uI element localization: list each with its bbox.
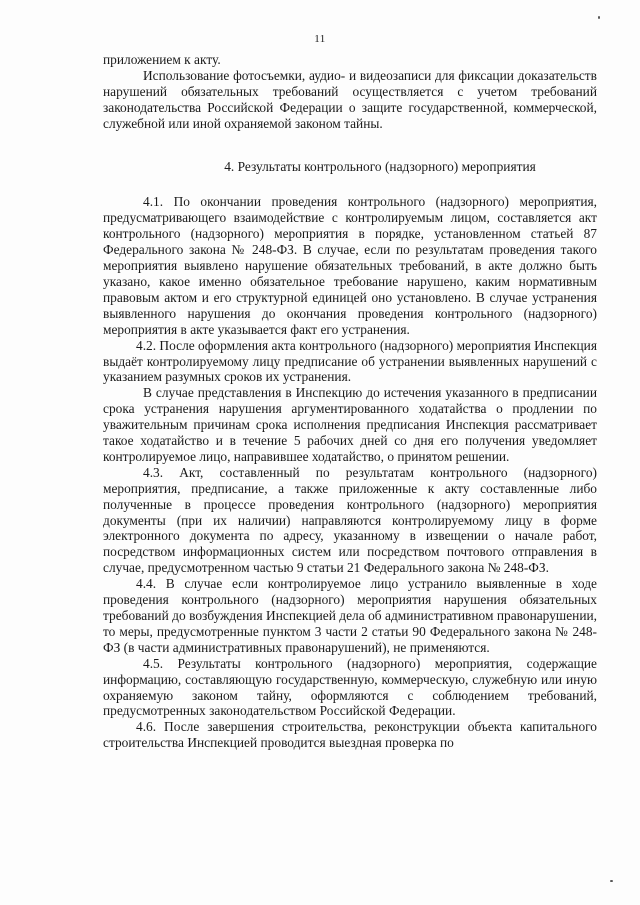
paragraph-4-5: 4.5. Результаты контрольного (надзорного) мероприятия, содержащие информацию, составляющую государственную, коммерческую, служебную или иную охраняемую законом тайну, оформляются с соблюдением требований, предусмотренных законодательством Российской Федерации. [103,655,597,719]
paragraph-4-2: 4.2. После оформления акта контрольного (надзорного) мероприятия Инспекция выдаёт контролируемому лицу предписание об устранении выявленных нарушений с указанием разумных сроков их устранения. [103,337,597,385]
document-body [103,52,597,751]
paragraph-4-3: 4.3. Акт, составленный по результатам контрольного (надзорного) мероприятия, предписание, а также приложенные к акту составленные либо полученные в процессе проведения контрольного (надзорного) мероприятия документы (при их наличии) направляются контролируемому лицу в форме электронного документа по адресу, указанному в извещении о начале работ, посредством информационных систем или посредством почтового отправления в случае, предусмотренном частью 9 статьи 21 Федерального закона № 248-ФЗ. [103,464,597,576]
paragraph-4-6: 4.6. После завершения строительства, реконструкции объекта капитального строительства Инспекцией проводится выездная проверка по [103,719,597,751]
scan-speck [610,880,613,882]
paragraph-4-2-extension: В случае представления в Инспекцию до истечения указанного в предписании срока устранения нарушения аргументированного ходатайства о продлении по уважительным причинам срока исполнения предписания Инспекция рассматривает такое ходатайство и в течение 5 рабочих дней со дня его получения уведомляет контролируемое лицо, направившее ходатайство, о принятом решении. [103,385,597,464]
scan-speck [598,16,600,19]
page-number: 11 [314,33,326,45]
section-heading: 4. Результаты контрольного (надзорного) мероприятия [224,158,536,174]
paragraph-4-4: 4.4. В случае если контролируемое лицо устранило выявленные в ходе проведения контрольного (надзорного) мероприятия нарушения обязательных требований до возбуждения Инспекцией дела об административном правонарушении, то меры, предусмотренные пунктом 3 части 2 статьи 90 Федерального закона № 248-ФЗ (в части административных правонарушений), не применяются. [103,576,597,655]
paragraph-continuation: приложением к акту. [103,52,221,67]
paragraph-4-1: 4.1. По окончании проведения контрольного (надзорного) мероприятия, предусматривающего взаимодействие с контролируемым лицом, составляется акт контрольного (надзорного) мероприятия в порядке, установленном статьей 87 Федерального закона № 248-ФЗ. В случае, если по результатам проведения такого мероприятия выявлено нарушение обязательных требований, в акте должно быть указано, какое именно обязательное требование нарушено, каким нормативным правовым актом и его структурной единицей оно установлено. В случае устранения выявленного нарушения до окончания проведения контрольного (надзорного) мероприятия в акте указывается факт его устранения. [103,194,597,337]
paragraph-photo-video: Использование фотосъемки, аудио- и видеозаписи для фиксации доказательств нарушений обязательных требований осуществляется с учетом требований законодательства Российской Федерации о защите государственной, коммерческой, служебной или иной охраняемой законом тайны. [103,67,597,131]
